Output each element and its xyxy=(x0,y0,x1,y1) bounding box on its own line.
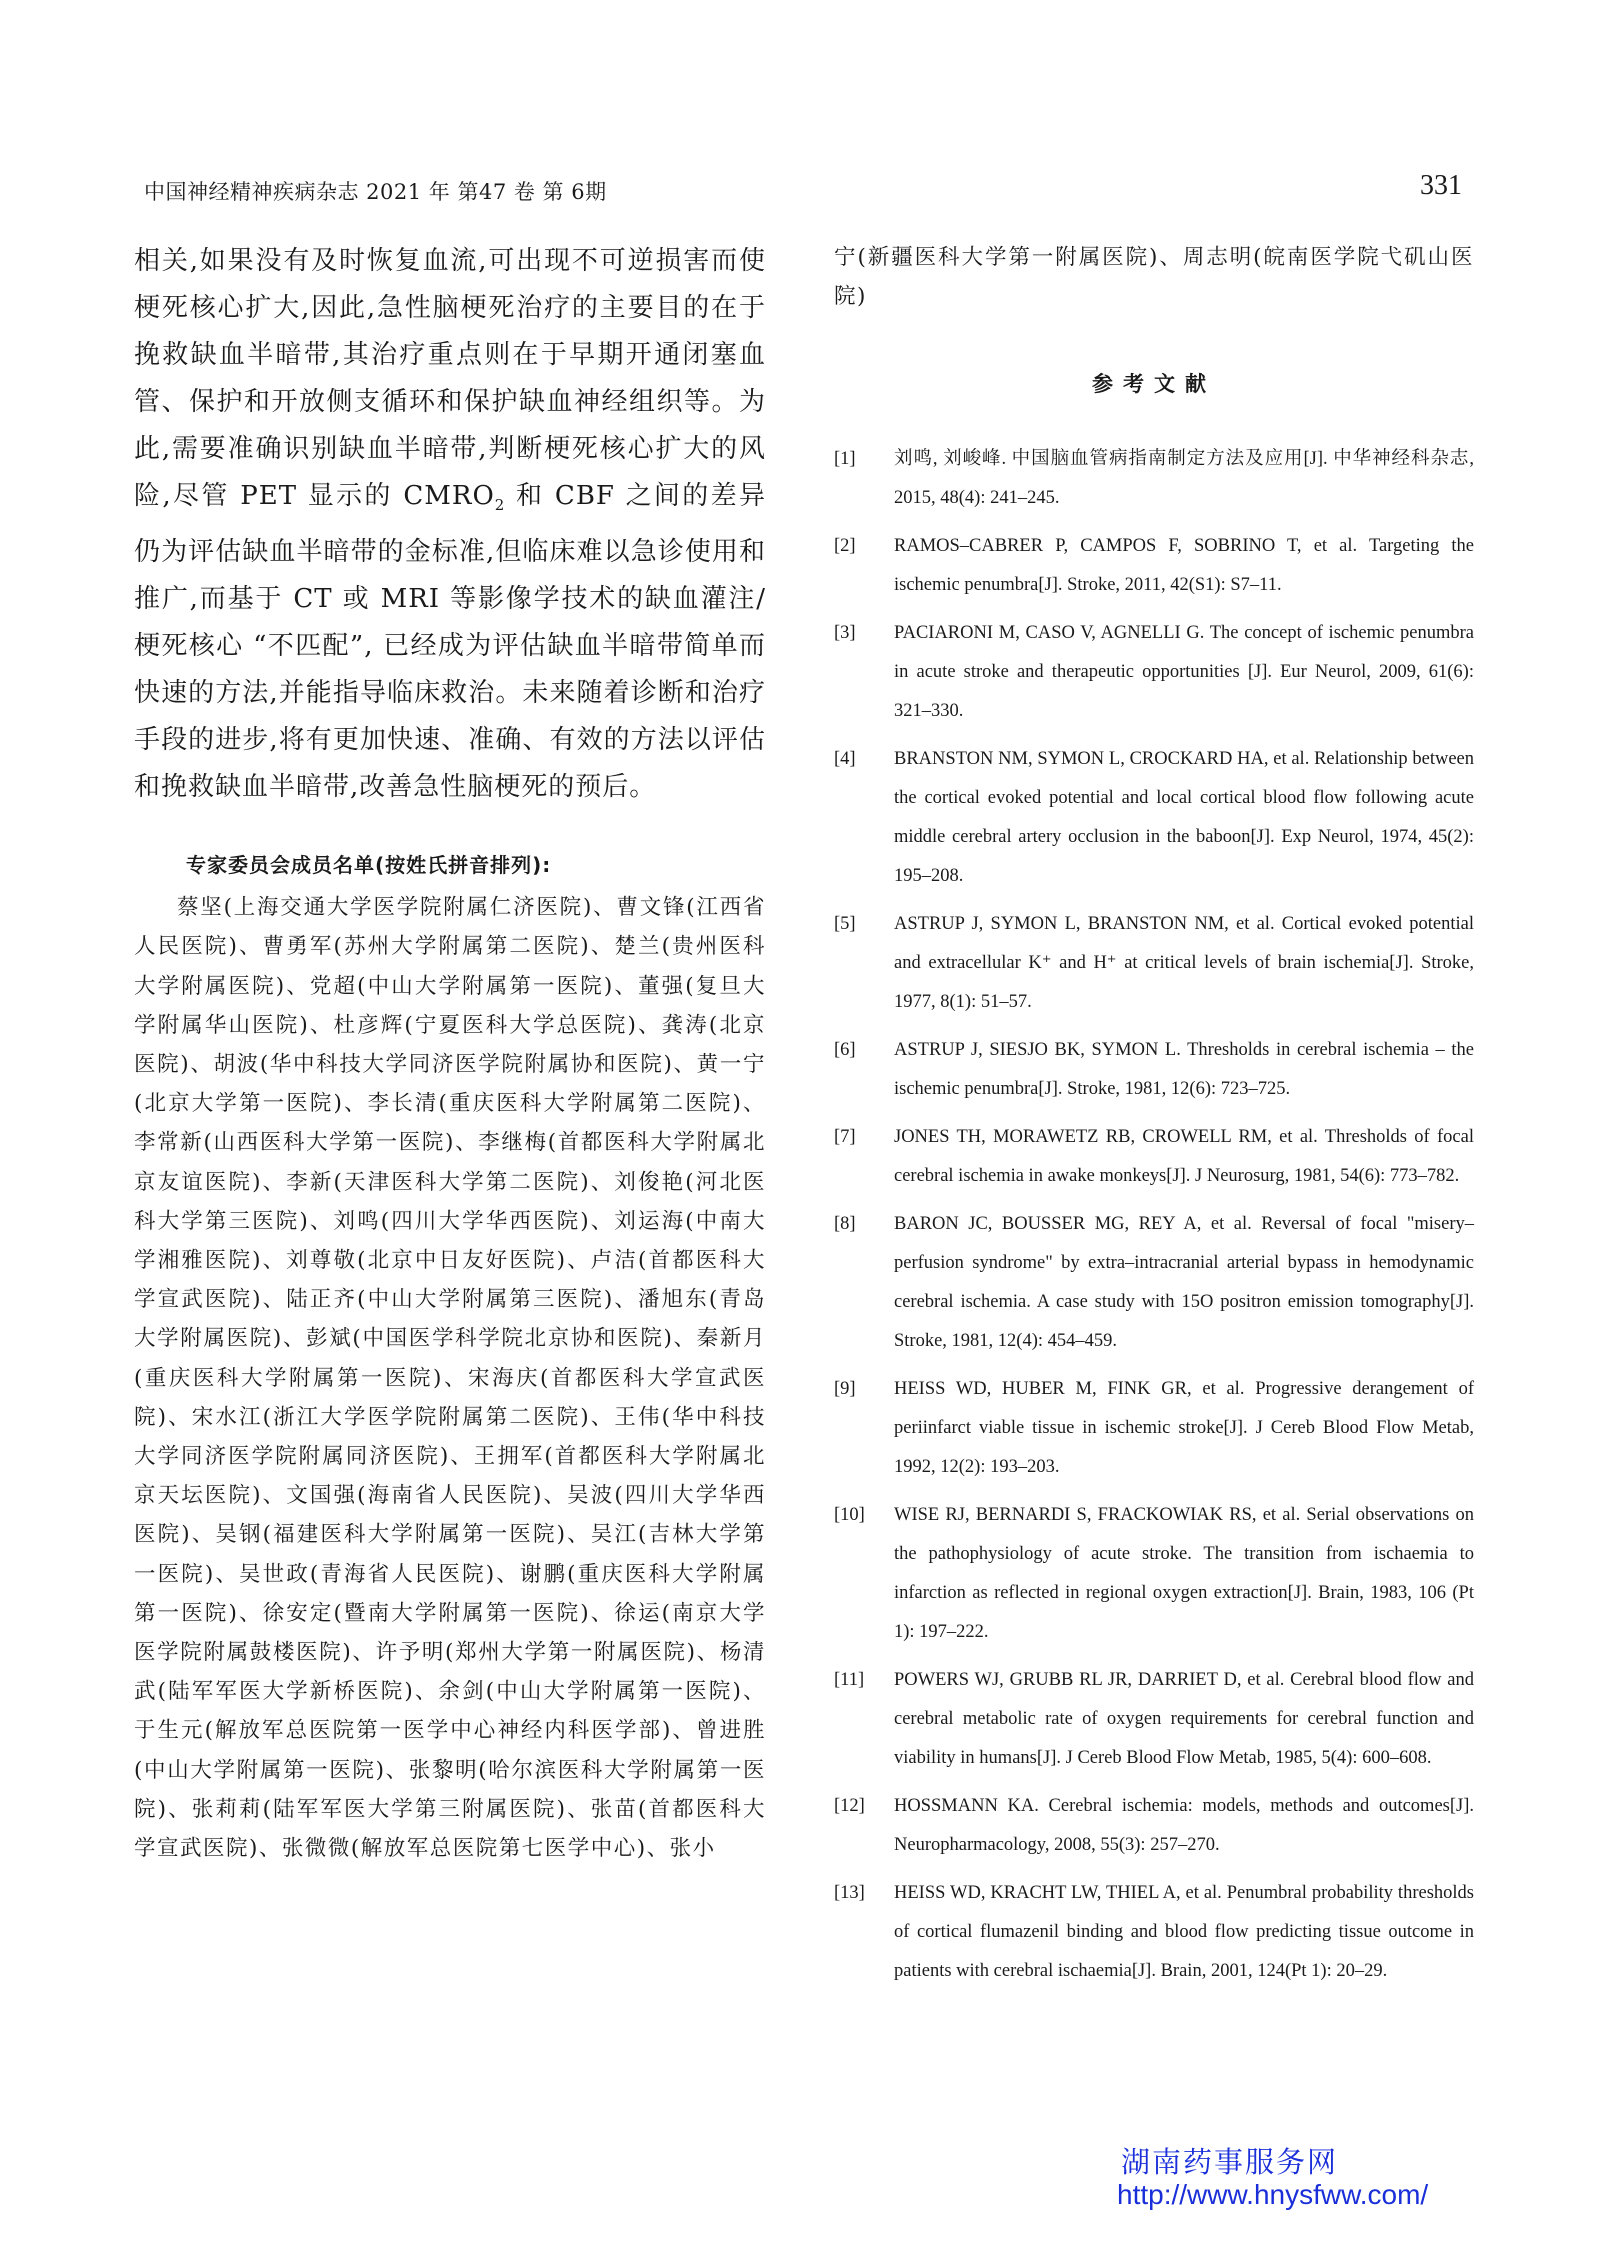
reference-item xyxy=(834,1874,1474,1991)
reference-item xyxy=(834,440,1474,518)
reference-text: HEISS WD, HUBER M, FINK GR, et al. Progressive derangement of periinfarct viable tissue in ischemic stroke[J]. J Cereb Blood Flow Metab, 1992, 12(2): 193–203. xyxy=(894,1379,1474,1478)
reference-text: ASTRUP J, SIESJO BK, SYMON L. Thresholds in cerebral ischemia – the ischemic penumbra[J]. Stroke, 1981, 12(6): 723–725. xyxy=(894,1040,1474,1100)
right-column xyxy=(834,238,1474,2000)
reference-number: [7] xyxy=(834,1127,856,1148)
watermark-title: 湖南药事服务网 xyxy=(1121,2147,1339,2179)
reference-item xyxy=(834,1205,1474,1361)
reference-number: [10] xyxy=(834,1505,865,1526)
reference-number: [8] xyxy=(834,1214,856,1235)
reference-item xyxy=(834,1787,1474,1865)
reference-number: [5] xyxy=(834,914,856,935)
committee-heading: 专家委员会成员名单(按姓氏拼音排列): xyxy=(186,853,552,878)
reference-text: HOSSMANN KA. Cerebral ischemia: models, methods and outcomes[J]. Neuropharmacology, 2008, 55(3): 257–270. xyxy=(894,1796,1474,1856)
reference-item xyxy=(834,1031,1474,1109)
reference-item xyxy=(834,740,1474,896)
body-text-part-2: 和 CBF 之间的差异仍为评估缺血半暗带的金标准,但临床难以急诊使用和推广,而基于 CT 或 MRI 等影像学技术的缺血灌注/梗死核心 “不匹配”, 已经成为评估缺血半暗带简单而快速的方法,并能指导临床救治。未来随着诊断和治疗手段的进步,将有更加快速、准确、有效的方法以评估和挽救缺血半暗带,改善急性脑梗死的预后。 xyxy=(134,481,766,803)
watermark-url[interactable]: http://www.hnysfww.com/ xyxy=(1117,2179,1429,2210)
subscript-2: 2 xyxy=(494,496,506,515)
reference-item xyxy=(834,1370,1474,1487)
journal-info: 中国神经精神疾病杂志 2021 年 第47 卷 第 6期 xyxy=(144,180,607,204)
left-column xyxy=(134,238,766,1868)
running-header xyxy=(144,170,1462,212)
reference-text: BRANSTON NM, SYMON L, CROCKARD HA, et al. Relationship between the cortical evoked potential and local cortical blood flow following acute middle cerebral artery occlusion in the baboon[J]. Exp Neurol, 1974, 45(2): 195–208. xyxy=(894,749,1474,887)
reference-item xyxy=(834,1661,1474,1778)
reference-text: HEISS WD, KRACHT LW, THIEL A, et al. Penumbral probability thresholds of cortical flumazenil binding and blood flow predicting tissue outcome in patients with cerebral ischaemia[J]. Brain, 2001, 124(Pt 1): 20–29. xyxy=(894,1883,1474,1982)
reference-text: PACIARONI M, CASO V, AGNELLI G. The concept of ischemic penumbra in acute stroke and therapeutic opportunities [J]. Eur Neurol, 2009, 61(6): 321–330. xyxy=(894,623,1474,722)
reference-number: [13] xyxy=(834,1883,865,1904)
committee-list-continued: 宁(新疆医科大学第一附属医院)、周志明(皖南医学院弋矶山医院) xyxy=(834,245,1474,310)
reference-item xyxy=(834,905,1474,1022)
reference-text: WISE RJ, BERNARDI S, FRACKOWIAK RS, et al. Serial observations on the pathophysiology of acute stroke. The transition from ischaemia to infarction as reflected in regional oxygen extraction[J]. Brain, 1983, 106 (Pt 1): 197–222. xyxy=(894,1505,1474,1643)
reference-text: JONES TH, MORAWETZ RB, CROWELL RM, et al. Thresholds of focal cerebral ischemia in awake monkeys[J]. J Neurosurg, 1981, 54(6): 773–782. xyxy=(894,1127,1474,1187)
reference-number: [3] xyxy=(834,623,856,644)
reference-number: [12] xyxy=(834,1796,865,1817)
reference-number: [9] xyxy=(834,1379,856,1400)
page-number: 331 xyxy=(1420,170,1462,201)
committee-list: 蔡坚(上海交通大学医学院附属仁济医院)、曹文锋(江西省人民医院)、曹勇军(苏州大学附属第二医院)、楚兰(贵州医科大学附属医院)、党超(中山大学附属第一医院)、董强(复旦大学附属华山医院)、杜彦辉(宁夏医科大学总医院)、龚涛(北京医院)、胡波(华中科技大学同济医学院附属协和医院)、黄一宁(北京大学第一医院)、李长清(重庆医科大学附属第二医院)、李常新(山西医科大学第一医院)、李继梅(首都医科大学附属北京友谊医院)、李新(天津医科大学第二医院)、刘俊艳(河北医科大学第三医院)、刘鸣(四川大学华西医院)、刘运海(中南大学湘雅医院)、刘尊敬(北京中日友好医院)、卢洁(首都医科大学宣武医院)、陆正齐(中山大学附属第三医院)、潘旭东(青岛大学附属医院)、彭斌(中国医学科学院北京协和医院)、秦新月(重庆医科大学附属第一医院)、宋海庆(首都医科大学宣武医院)、宋水江(浙江大学医学院附属第二医院)、王伟(华中科技大学同济医学院附属同济医院)、王拥军(首都医科大学附属北京天坛医院)、文国强(海南省人民医院)、吴波(四川大学华西医院)、吴钢(福建医科大学附属第一医院)、吴江(吉林大学第一医院)、吴世政(青海省人民医院)、谢鹏(重庆医科大学附属第一医院)、徐安定(暨南大学附属第一医院)、徐运(南京大学医学院附属鼓楼医院)、许予明(郑州大学第一附属医院)、杨清武(陆军军医大学新桥医院)、余剑(中山大学附属第一医院)、于生元(解放军总医院第一医学中心神经内科医学部)、曾进胜(中山大学附属第一医院)、张黎明(哈尔滨医科大学附属第一医院)、张莉莉(陆军军医大学第三附属医院)、张苗(首都医科大学宣武医院)、张微微(解放军总医院第七医学中心)、张小 xyxy=(134,895,766,1862)
body-text-part-1: 相关,如果没有及时恢复血流,可出现不可逆损害而使梗死核心扩大,因此,急性脑梗死治疗的主要目的在于挽救缺血半暗带,其治疗重点则在于早期开通闭塞血管、保护和开放侧支循环和保护缺血神经组织等。为此,需要准确识别缺血半暗带,判断梗死核心扩大的风险,尽管 PET 显示的 CMRO xyxy=(134,246,766,511)
reference-item xyxy=(834,1118,1474,1196)
reference-number: [4] xyxy=(834,749,856,770)
reference-item xyxy=(834,527,1474,605)
reference-number: [6] xyxy=(834,1040,856,1061)
reference-number: [11] xyxy=(834,1670,865,1691)
reference-item xyxy=(834,1496,1474,1652)
reference-text: POWERS WJ, GRUBB RL JR, DARRIET D, et al. Cerebral blood flow and cerebral metabolic rate of oxygen requirements for cerebral function and viability in humans[J]. J Cereb Blood Flow Metab, 1985, 5(4): 600–608. xyxy=(894,1670,1474,1769)
references-heading: 参考文献 xyxy=(1092,372,1216,397)
reference-text: ASTRUP J, SYMON L, BRANSTON NM, et al. Cortical evoked potential and extracellular K⁺ and H⁺ at critical levels of brain ischemia[J]. Stroke, 1977, 8(1): 51–57. xyxy=(894,914,1474,1013)
reference-item xyxy=(834,614,1474,731)
watermark xyxy=(1117,2140,1517,2211)
reference-list xyxy=(834,440,1474,1991)
reference-text: BARON JC, BOUSSER MG, REY A, et al. Reversal of focal "misery–perfusion syndrome" by extra–intracranial arterial bypass in hemodynamic cerebral ischemia. A case study with 15O positron emission tomography[J]. Stroke, 1981, 12(4): 454–459. xyxy=(894,1214,1474,1352)
reference-number: [1] xyxy=(834,449,856,470)
reference-text: RAMOS–CABRER P, CAMPOS F, SOBRINO T, et al. Targeting the ischemic penumbra[J]. Stroke, 2011, 42(S1): S7–11. xyxy=(894,536,1474,596)
reference-number: [2] xyxy=(834,536,856,557)
body-paragraph xyxy=(134,238,766,811)
reference-text: 刘鸣, 刘峻峰. 中国脑血管病指南制定方法及应用[J]. 中华神经科杂志, 2015, 48(4): 241–245. xyxy=(894,449,1474,509)
